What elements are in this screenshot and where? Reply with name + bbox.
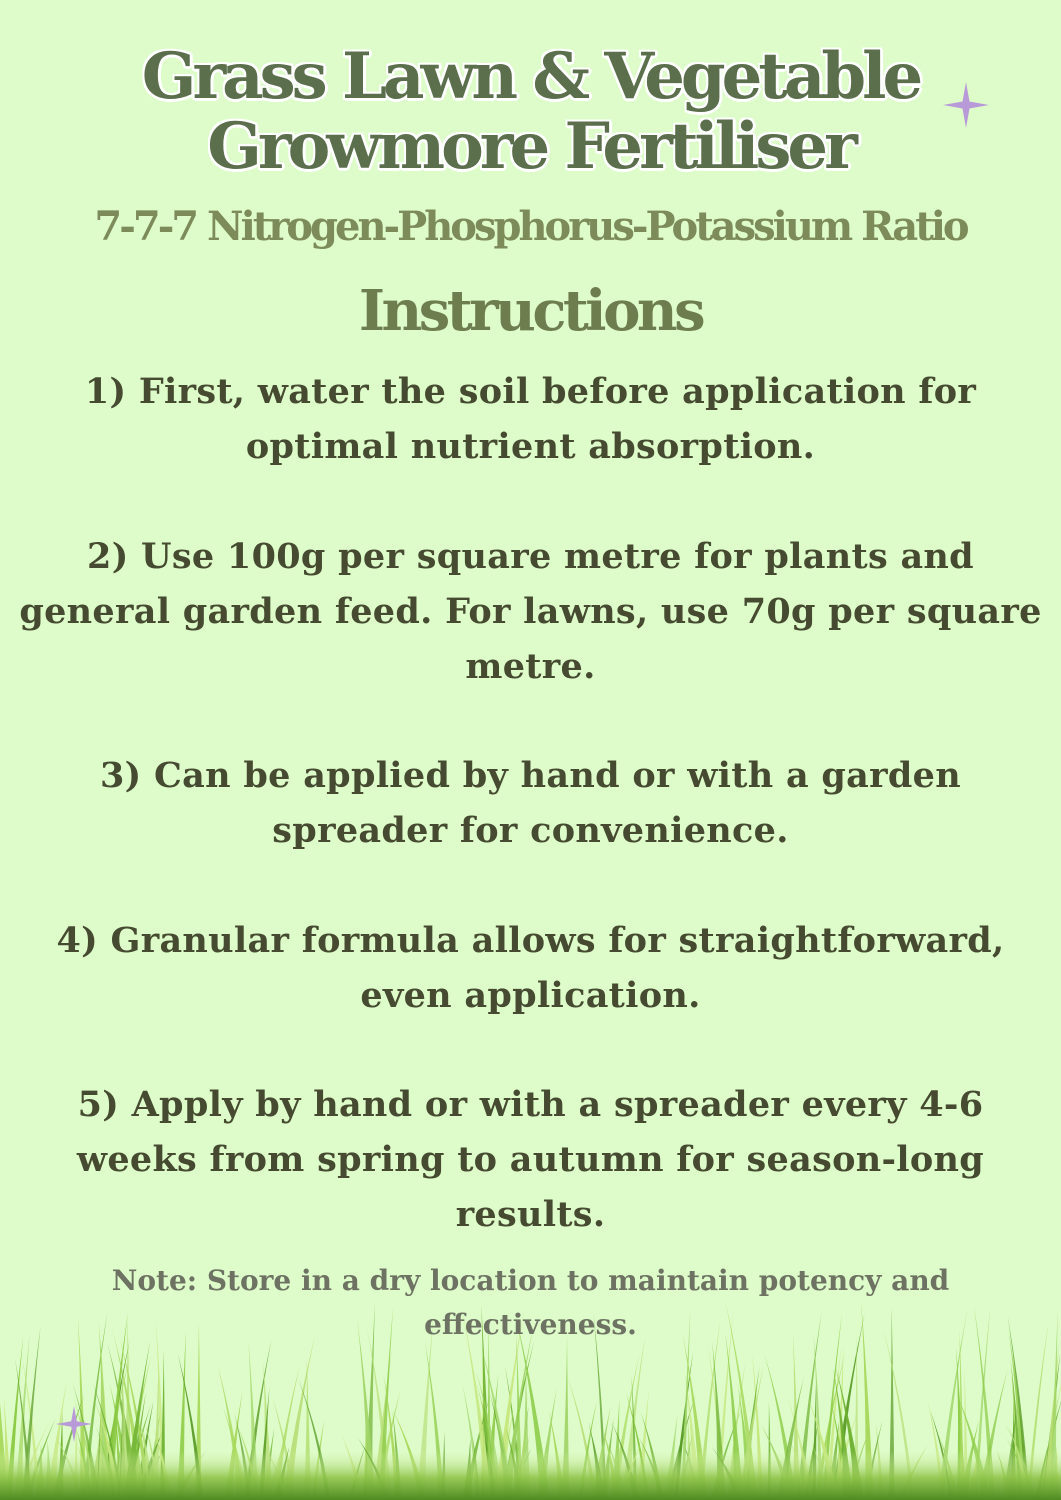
sparkle-icon (56, 1406, 92, 1442)
page-title-line-1: Grass Lawn & Vegetable (141, 39, 920, 114)
page-title-line-2: Growmore Fertiliser (207, 109, 854, 184)
instruction-step-4: 4) Granular formula allows for straightforward, even application. (56, 920, 1005, 1016)
sparkle-icon (943, 82, 989, 128)
instruction-step-5: 5) Apply by hand or with a spreader every 4-6 weeks from spring to autumn for season-long results. (76, 1084, 985, 1235)
instructions-heading: Instructions (358, 278, 703, 344)
instruction-step-1: 1) First, water the soil before application for optimal nutrient absorption. (84, 371, 977, 467)
instruction-step-3: 3) Can be applied by hand or with a garden spreader for convenience. (100, 755, 961, 851)
storage-note: Note: Store in a dry location to maintain potency and effectiveness. (111, 1264, 950, 1341)
instruction-step-2: 2) Use 100g per square metre for plants and general garden feed. For lawns, use 70g per square metre. (19, 536, 1042, 687)
npk-ratio-subtitle: 7-7-7 Nitrogen-Phosphorus-Potassium Ratio (94, 203, 967, 250)
